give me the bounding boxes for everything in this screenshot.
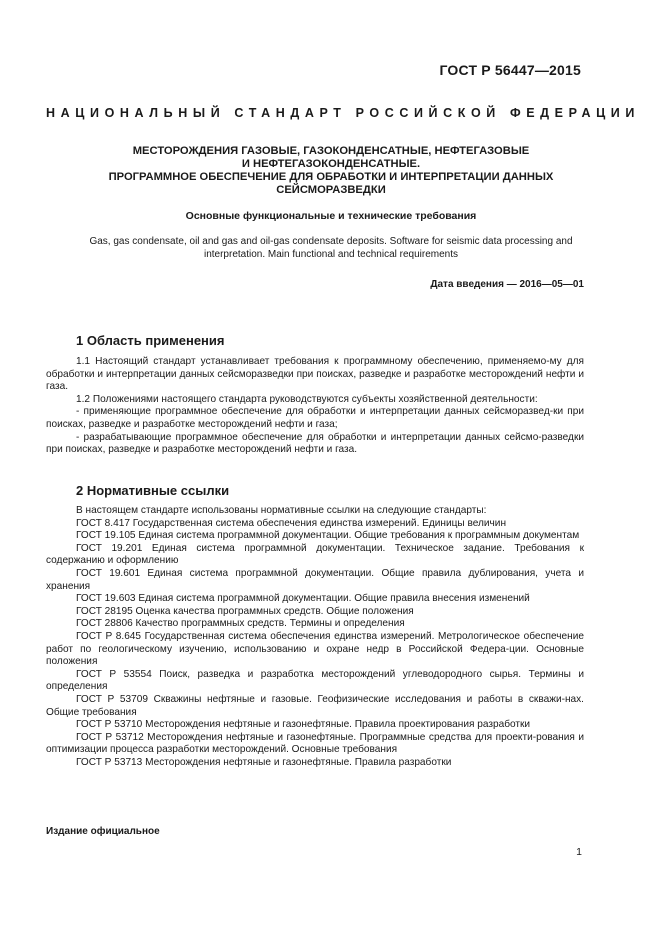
reference-item: ГОСТ Р 53710 Месторождения нефтяные и газонефтяные. Правила проектирования разработки	[76, 719, 531, 731]
page-number: 1	[576, 846, 582, 858]
introduction-date: Дата введения — 2016—05—01	[430, 279, 584, 290]
document-subtitle: Основные функциональные и технические требования	[185, 210, 477, 222]
reference-item: ГОСТ Р 8.645 Государственная система обеспечения единства измерений. Метрологическое обеспечение работ по геологическому изучению, использованию и охране недр в Российской Федера-ции. Основные положения	[46, 630, 584, 668]
title-line: СЕЙСМОРАЗВЕДКИ	[276, 184, 386, 196]
section-references-body	[46, 505, 584, 769]
reference-item: ГОСТ Р 53554 Поиск, разведка и разработка месторождений углеводородного сырья. Термины и определения	[46, 668, 584, 693]
document-number: ГОСТ Р 56447—2015	[439, 62, 581, 78]
title-line: И НЕФТЕГАЗОКОНДЕНСАТНЫЕ.	[241, 158, 421, 170]
section-scope-body	[46, 356, 584, 457]
section-heading-references: 2 Нормативные ссылки	[76, 483, 230, 498]
edition-note: Издание официальное	[46, 826, 160, 837]
title-line: МЕСТОРОЖДЕНИЯ ГАЗОВЫЕ, ГАЗОКОНДЕНСАТНЫЕ, НЕФТЕГАЗОВЫЕ	[132, 145, 530, 157]
paragraph: - применяющие программное обеспечение для обработки и интерпретации данных сейсморазвед-ки при поисках, разведке и разработке месторождений нефти и газа;	[46, 406, 584, 430]
reference-item: ГОСТ Р 53712 Месторождения нефтяные и газонефтяные. Программные средства для проекти-рования и оптимизации процесса разработки месторождений. Основные требования	[46, 731, 584, 756]
paragraph: - разрабатывающие программное обеспечение для обработки и интерпретации данных сейсмо-разведки при поисках, разведке и разработке месторождений нефти и газа.	[46, 431, 584, 456]
reference-item: ГОСТ 19.201 Единая система программной документации. Техническое задание. Требования к содержанию и оформлению	[46, 542, 584, 567]
reference-item: ГОСТ 19.603 Единая система программной документации. Общие правила внесения изменений	[76, 593, 530, 605]
english-title	[76, 235, 586, 261]
reference-item: ГОСТ 28195 Оценка качества программных средств. Общие положения	[76, 605, 414, 617]
national-standard-line: НАЦИОНАЛЬНЫЙ СТАНДАРТ РОССИЙСКОЙ ФЕДЕРАЦИИ	[46, 106, 640, 120]
reference-item: ГОСТ Р 53713 Месторождения нефтяные и газонефтяные. Правила разработки	[76, 756, 452, 768]
title-line: ПРОГРАММНОЕ ОБЕСПЕЧЕНИЕ ДЛЯ ОБРАБОТКИ И ИНТЕРПРЕТАЦИИ ДАННЫХ	[108, 171, 554, 183]
reference-item: ГОСТ 28806 Качество программных средств. Термины и определения	[76, 618, 405, 630]
section-heading-scope: 1 Область применения	[76, 333, 225, 348]
reference-item: ГОСТ Р 53709 Скважины нефтяные и газовые. Геофизические исследования и работы в скважи-нах. Общие требования	[46, 693, 584, 718]
reference-item: ГОСТ 8.417 Государственная система обеспечения единства измерений. Единицы величин	[76, 517, 507, 529]
english-title-line: interpretation. Main functional and technical requirements	[203, 249, 459, 260]
paragraph: 1.1 Настоящий стандарт устанавливает требования к программному обеспечению, применяемо-му для обработки и интерпретации данных сейсморазведки при поисках, разведке и разработке месторождений нефти и газа.	[46, 356, 584, 393]
english-title-line: Gas, gas condensate, oil and gas and oil-gas condensate deposits. Software for seismic data processing and	[89, 236, 573, 247]
reference-item: ГОСТ 19.105 Единая система программной документации. Общие требования к программным документам	[76, 530, 580, 542]
paragraph: В настоящем стандарте использованы нормативные ссылки на следующие стандарты:	[76, 505, 487, 516]
paragraph: 1.2 Положениями настоящего стандарта руководствуются субъекты хозяйственной деятельности:	[76, 393, 538, 405]
reference-item: ГОСТ 19.601 Единая система программной документации. Общие правила дублирования, учета и хранения	[46, 567, 584, 592]
document-title	[76, 145, 586, 197]
